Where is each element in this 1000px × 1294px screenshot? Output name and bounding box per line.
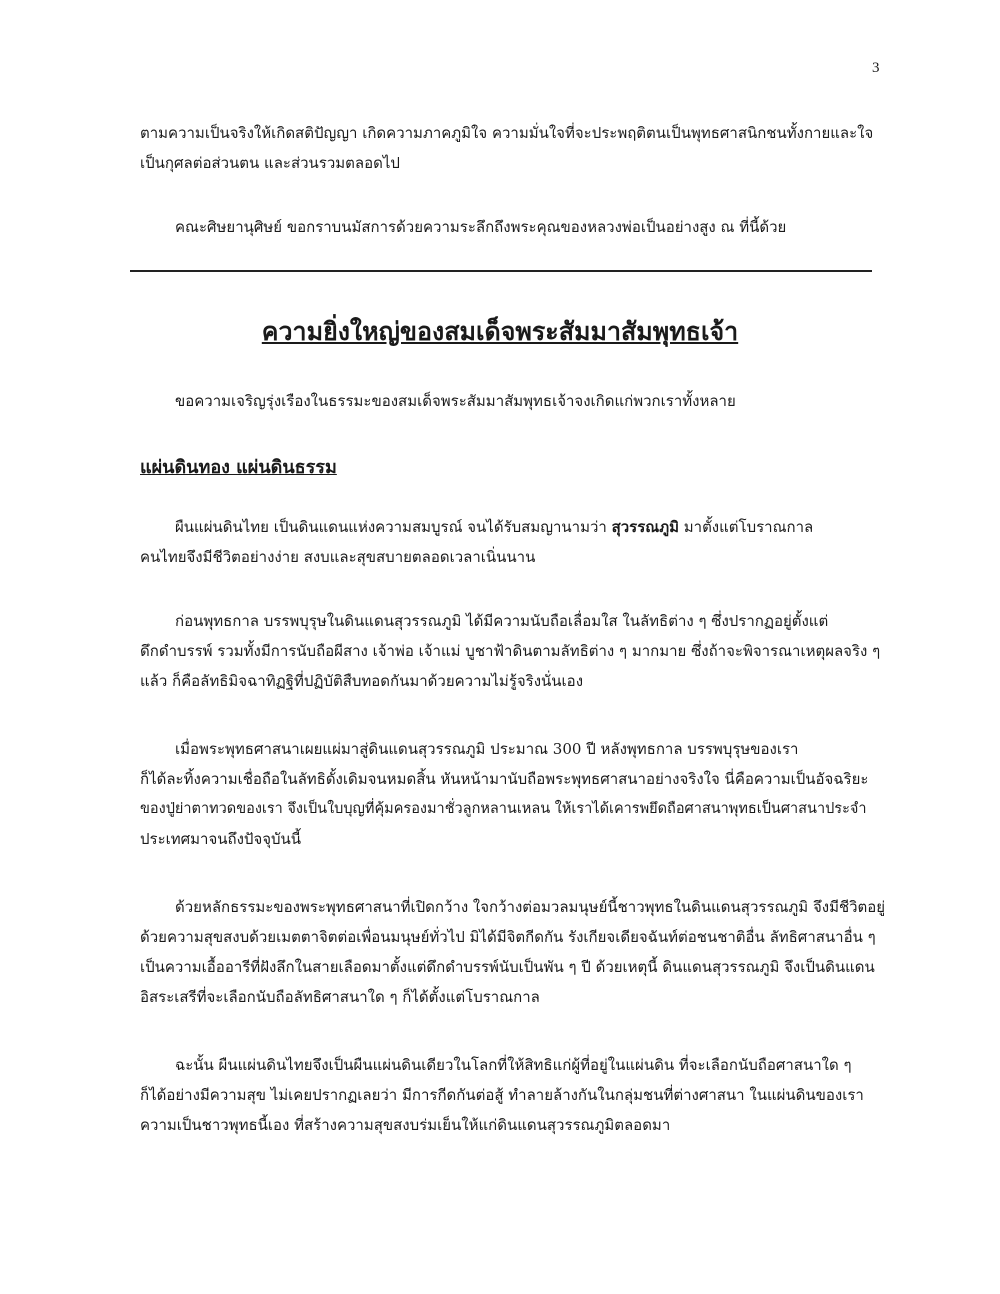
text-line: ดึกดำบรรพ์ รวมทั้งมีการนับถือผีสาง เจ้าพ่อ เจ้าแม่ บูชาฟ้าดินตามลัทธิต่าง ๆ มากมาย ซึ่งถ้าจะพิจารณาเหตุผลจริง ๆ — [140, 642, 881, 660]
text-line: ของปู่ย่าตาทวดของเรา จึงเป็นใบบุญที่คุ้มครองมาชั่วลูกหลานเหลน ให้เราได้เคารพยึดถือศาสนาพุทธเป็นศาสนาประจำ — [140, 801, 867, 817]
text-line: เป็นความเอื้ออารีที่ฝังลึกในสายเลือดมาตั้งแต่ดึกดำบรรพ์นับเป็นพัน ๆ ปี ด้วยเหตุนี้ ดินแดนสุวรรณภูมิ จึงเป็นดินแดน — [140, 958, 875, 976]
text-line: ก็ได้ละทิ้งความเชื่อถือในลัทธิดั้งเดิมจนหมดสิ้น หันหน้ามานับถือพระพุทธศาสนาอย่างจริงใจ นี่คือความเป็นอัจฉริยะ — [140, 770, 869, 788]
text-segment: ผืนแผ่นดินไทย เป็นดินแดนแห่งความสมบูรณ์ จนได้รับสมญานามว่า — [175, 518, 612, 536]
text-line: ประเทศมาจนถึงปัจจุบันนี้ — [140, 830, 302, 848]
text-line: เมื่อพระพุทธศาสนาเผยแผ่มาสู่ดินแดนสุวรรณภูมิ ประมาณ 300 ปี หลังพุทธกาล บรรพบุรุษของเรา — [175, 740, 799, 758]
text-line: คณะศิษยานุศิษย์ ขอกราบนมัสการด้วยความระลึกถึงพระคุณของหลวงพ่อเป็นอย่างสูง ณ ที่นี้ด้วย — [175, 218, 787, 236]
text-line: อิสระเสรีที่จะเลือกนับถือลัทธิศาสนาใด ๆ ก็ได้ตั้งแต่โบราณกาล — [140, 988, 540, 1006]
text-line: ขอความเจริญรุ่งเรืองในธรรมะของสมเด็จพระสัมมาสัมพุทธเจ้าจงเกิดแก่พวกเราทั้งหลาย — [175, 392, 736, 410]
text-line: เป็นกุศลต่อส่วนตน และส่วนรวมตลอดไป — [140, 154, 400, 172]
paragraph-1 — [140, 512, 880, 572]
suvarnabhumi-bold-term: สุวรรณภูมิ — [611, 518, 679, 536]
blessing-paragraph — [140, 386, 880, 416]
text-line: ด้วยหลักธรรมะของพระพุทธศาสนาที่เปิดกว้าง ใจกว้างต่อมวลมนุษย์นี้ชาวพุทธในดินแดนสุวรรณภูมิ จึงมีชีวิตอยู่ — [175, 898, 886, 916]
text-line: ความเป็นชาวพุทธนี้เอง ที่สร้างความสุขสงบร่มเย็นให้แก่ดินแดนสุวรรณภูมิตลอดมา — [140, 1116, 671, 1134]
paragraph-3 — [140, 734, 880, 854]
text-line — [140, 512, 880, 542]
text-line: ก็ได้อย่างมีความสุข ไม่เคยปรากฏเลยว่า มีการกีดกันต่อสู้ ทำลายล้างกันในกลุ่มชนที่ต่างศาสนา ในแผ่นดินของเรา — [140, 1086, 864, 1104]
text-line: ฉะนั้น ผืนแผ่นดินไทยจึงเป็นผืนแผ่นดินเดียวในโลกที่ให้สิทธิแก่ผู้ที่อยู่ในแผ่นดิน ที่จะเลือกนับถือศาสนาใด ๆ — [175, 1056, 852, 1074]
intro-paragraph — [140, 118, 880, 178]
text-line: ตามความเป็นจริงให้เกิดสติปัญญา เกิดความภาคภูมิใจ ความมั่นใจที่จะประพฤติตนเป็นพุทธศาสนิกชนทั้งกายและใจ — [140, 124, 874, 142]
horizontal-divider — [130, 270, 872, 272]
text-line: ก่อนพุทธกาล บรรพบุรุษในดินแดนสุวรรณภูมิ ได้มีความนับถือเลื่อมใส ในลัทธิต่าง ๆ ซึ่งปรากฏอยู่ตั้งแต่ — [175, 612, 829, 630]
text-line: คนไทยจึงมีชีวิตอย่างง่าย สงบและสุขสบายตลอดเวลาเนิ่นนาน — [140, 548, 536, 566]
text-segment: มาตั้งแต่โบราณกาล — [678, 518, 814, 536]
paragraph-5 — [140, 1050, 880, 1140]
main-title: ความยิ่งใหญ่ของสมเด็จพระสัมมาสัมพุทธเจ้า — [261, 317, 739, 346]
text-line: แล้ว ก็คือลัทธิมิจฉาทิฏฐิที่ปฏิบัติสืบทอดกันมาด้วยความไม่รู้จริงนั่นเอง — [140, 672, 584, 690]
paragraph-4 — [140, 892, 886, 1012]
paragraph-2 — [140, 606, 880, 696]
dedication-paragraph — [140, 212, 880, 242]
text-line: ด้วยความสุขสงบด้วยเมตตาจิตต่อเพื่อนมนุษย์ทั่วไป มิได้มีจิตกีดกัน รังเกียจเดียจฉันท์ต่อชนชาติอื่น ลัทธิศาสนาอื่น ๆ — [140, 928, 876, 946]
page-number: 3 — [872, 60, 880, 76]
section-heading: แผ่นดินทอง แผ่นดินธรรม — [140, 457, 337, 478]
